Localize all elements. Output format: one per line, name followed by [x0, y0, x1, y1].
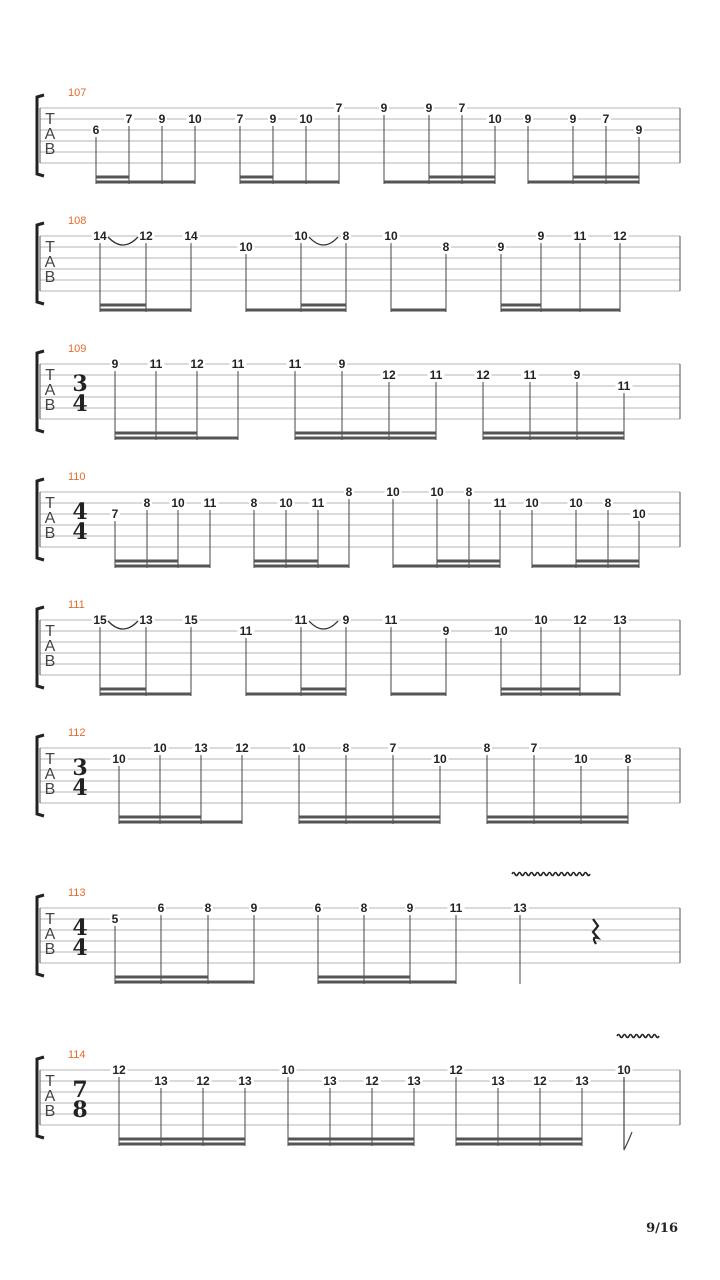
beat-group [110, 357, 247, 440]
beam-primary [501, 693, 620, 696]
beat-group [92, 229, 200, 312]
tab-clef-letter: A [44, 638, 56, 655]
fret-number: 15 [93, 613, 107, 627]
beam-primary [456, 1143, 582, 1146]
fret-number: 8 [250, 496, 258, 510]
beat-group [287, 357, 445, 440]
fret-number: 13 [238, 1074, 252, 1088]
beat-group [383, 613, 452, 696]
fret-number: 10 [112, 752, 126, 766]
fret-number: 11 [449, 901, 463, 915]
beam-secondary [115, 560, 178, 563]
fret-number: 9 [342, 613, 350, 627]
tab-system-108 [37, 215, 680, 312]
slur [309, 621, 338, 629]
beat-group [616, 1063, 633, 1150]
fret-number: 10 [279, 496, 293, 510]
vibrato-mark [512, 873, 590, 876]
beam-secondary [119, 816, 201, 819]
fret-number: 10 [488, 112, 502, 126]
fret-number: 13 [575, 1074, 589, 1088]
beat-group [91, 112, 204, 184]
fret-number: 12 [196, 1074, 210, 1088]
fret-number: 11 [493, 496, 507, 510]
time-signature-numerator: 3 [72, 371, 88, 397]
beat-group [448, 1063, 591, 1146]
beam-secondary [487, 816, 628, 819]
fret-number: 9 [442, 624, 450, 638]
fret-number: 10 [171, 496, 185, 510]
beam-secondary [301, 688, 346, 691]
time-signature-denominator: 4 [72, 935, 88, 961]
fret-number: 10 [494, 624, 508, 638]
fret-number: 14 [184, 229, 198, 243]
tab-system-114 [37, 1035, 680, 1151]
beam-primary [532, 565, 639, 568]
tab-clef-letter: T [45, 1073, 55, 1090]
beam-primary [288, 1143, 414, 1146]
beam-secondary [96, 176, 129, 179]
beat-group [110, 496, 219, 568]
measure-number: 114 [68, 1049, 86, 1061]
fret-number: 7 [602, 112, 610, 126]
slur [108, 237, 138, 245]
fret-number: 10 [569, 496, 583, 510]
measure-number: 107 [68, 87, 87, 99]
fret-number: 8 [342, 741, 350, 755]
beat-group [523, 112, 644, 184]
fret-number: 8 [345, 485, 353, 499]
time-signature-numerator: 4 [72, 499, 88, 525]
fret-number: 12 [139, 229, 153, 243]
fret-number: 12 [573, 613, 587, 627]
beat-group [524, 496, 648, 568]
beat-group [249, 485, 354, 568]
beam-secondary [295, 432, 436, 435]
measure-number: 108 [68, 215, 87, 227]
beam-secondary [437, 560, 500, 563]
tab-clef-letter: T [45, 367, 55, 384]
beam-secondary [115, 432, 197, 435]
fret-number: 9 [158, 112, 166, 126]
fret-number: 12 [235, 741, 249, 755]
beam-secondary [429, 176, 495, 179]
fret-number: 13 [407, 1074, 421, 1088]
fret-number: 7 [125, 112, 133, 126]
fret-number: 9 [635, 123, 643, 137]
fret-number: 9 [250, 901, 258, 915]
beam-primary [100, 693, 191, 696]
fret-number: 7 [236, 112, 244, 126]
beam-primary [96, 181, 195, 184]
fret-number: 11 [203, 496, 217, 510]
tab-system-112 [37, 727, 680, 824]
fret-number: 7 [389, 741, 397, 755]
fret-number: 10 [525, 496, 539, 510]
beam-primary [246, 693, 346, 696]
fret-number: 6 [157, 901, 165, 915]
fret-number: 6 [92, 123, 100, 137]
tab-clef-letter: A [44, 382, 56, 399]
tab-clef-letter: B [44, 941, 56, 958]
fret-number: 13 [513, 901, 527, 915]
fret-number: 15 [184, 613, 198, 627]
tab-system-110 [37, 471, 680, 568]
fret-number: 10 [299, 112, 313, 126]
beam-primary [501, 309, 620, 312]
fret-number: 8 [483, 741, 491, 755]
fret-number: 9 [524, 112, 532, 126]
fret-number: 13 [323, 1074, 337, 1088]
beat-group [291, 741, 449, 824]
fret-number: 11 [239, 624, 253, 638]
tab-clef-letter: B [44, 525, 56, 542]
beat-group [475, 368, 633, 440]
beam-secondary [240, 176, 273, 179]
beam-primary [295, 437, 436, 440]
fret-number: 12 [533, 1074, 547, 1088]
beam-secondary [288, 1138, 414, 1141]
measure-number: 113 [68, 887, 86, 899]
fret-number: 8 [360, 901, 368, 915]
fret-number: 10 [239, 240, 253, 254]
beam-secondary [501, 304, 541, 307]
measure-number: 112 [68, 727, 86, 739]
fret-number: 8 [442, 240, 450, 254]
time-signature-denominator: 4 [72, 391, 88, 417]
tab-clef-letter: B [44, 781, 56, 798]
tab-clef-letter: B [44, 397, 56, 414]
beam-secondary [254, 560, 318, 563]
fret-number: 12 [382, 368, 396, 382]
fret-number: 13 [139, 613, 153, 627]
beam-primary [115, 565, 210, 568]
beat-group [313, 901, 465, 984]
beam-primary [487, 821, 628, 824]
fret-number: 11 [311, 496, 325, 510]
beam-secondary [115, 976, 208, 979]
fret-number: 8 [342, 229, 350, 243]
tab-clef-letter: A [44, 1088, 56, 1105]
fret-number: 12 [449, 1063, 463, 1077]
beat-group [512, 901, 529, 984]
fret-number: 10 [617, 1063, 631, 1077]
fret-number: 12 [190, 357, 204, 371]
fret-number: 10 [294, 229, 308, 243]
beat-group [385, 485, 509, 568]
tab-system-107 [37, 87, 680, 184]
fret-number: 9 [569, 112, 577, 126]
fret-number: 10 [632, 507, 646, 521]
fret-number: 13 [154, 1074, 168, 1088]
beam-primary [318, 981, 456, 984]
time-signature-numerator: 3 [72, 755, 88, 781]
beat-group [92, 613, 200, 696]
tab-clef-letter: T [45, 911, 55, 928]
tab-system-113 [37, 873, 680, 985]
time-signature-numerator: 4 [72, 915, 88, 941]
time-signature-denominator: 4 [72, 775, 88, 801]
beat-group [235, 101, 344, 184]
beam-secondary [318, 976, 410, 979]
fret-number: 5 [111, 912, 119, 926]
tab-clef-letter: A [44, 254, 56, 271]
beam-primary [119, 821, 242, 824]
fret-number: 11 [384, 613, 398, 627]
tab-clef-letter: B [44, 1103, 56, 1120]
fret-number: 7 [458, 101, 466, 115]
fret-number: 9 [573, 368, 581, 382]
beat-group [493, 613, 629, 696]
beam-secondary [100, 304, 146, 307]
tab-clef-letter: B [44, 653, 56, 670]
fret-number: 8 [604, 496, 612, 510]
fret-number: 10 [292, 741, 306, 755]
beat-group [496, 229, 629, 312]
beam-secondary [576, 560, 639, 563]
fret-number: 11 [429, 368, 443, 382]
fret-number: 9 [269, 112, 277, 126]
beam-primary [299, 821, 440, 824]
beam-primary [246, 309, 346, 312]
beam-secondary [100, 688, 146, 691]
beat-group [383, 229, 452, 312]
fret-number: 9 [380, 101, 388, 115]
beam-primary [393, 565, 500, 568]
fret-number: 11 [617, 379, 631, 393]
fret-number: 12 [112, 1063, 126, 1077]
beam-primary [115, 437, 238, 440]
beam-primary [384, 181, 495, 184]
fret-number: 6 [314, 901, 322, 915]
fret-number: 11 [523, 368, 537, 382]
time-signature-denominator: 4 [72, 519, 88, 545]
tab-clef-letter: T [45, 239, 55, 256]
measure-number: 111 [68, 599, 85, 611]
tab-clef-letter: B [44, 269, 56, 286]
beat-group [280, 1063, 423, 1146]
fret-number: 7 [111, 507, 119, 521]
tab-clef-letter: T [45, 495, 55, 512]
beam-primary [119, 1143, 245, 1146]
beam-primary [240, 181, 339, 184]
tab-clef-letter: T [45, 111, 55, 128]
tab-clef-letter: B [44, 141, 56, 158]
fret-number: 12 [476, 368, 490, 382]
fret-number: 9 [111, 357, 119, 371]
beam-primary [483, 437, 624, 440]
fret-number: 14 [93, 229, 107, 243]
beat-group [482, 741, 633, 824]
vibrato-mark [617, 1035, 659, 1038]
fret-number: 7 [335, 101, 343, 115]
time-signature-denominator: 8 [72, 1097, 88, 1123]
tab-system-111 [37, 599, 680, 696]
fret-number: 10 [384, 229, 398, 243]
beam-secondary [119, 1138, 245, 1141]
fret-number: 11 [149, 357, 163, 371]
beam-primary [528, 181, 639, 184]
beat-group [111, 1063, 254, 1146]
page-number: 9/16 [646, 1221, 678, 1236]
fret-number: 10 [574, 752, 588, 766]
beam-secondary [301, 304, 346, 307]
beam-secondary [299, 816, 440, 819]
beam-secondary [483, 432, 624, 435]
fret-number: 10 [153, 741, 167, 755]
measure-number: 109 [68, 343, 87, 355]
fret-number: 9 [537, 229, 545, 243]
measure-number: 110 [68, 471, 86, 483]
beam-secondary [573, 176, 639, 179]
fret-number: 8 [624, 752, 632, 766]
slur [309, 237, 338, 245]
tab-system-109 [37, 343, 680, 440]
tab-clef-letter: A [44, 510, 56, 527]
beat-group [110, 901, 259, 984]
fret-number: 9 [338, 357, 346, 371]
time-signature-numerator: 7 [72, 1077, 88, 1103]
fret-number: 8 [465, 485, 473, 499]
fret-number: 9 [425, 101, 433, 115]
fret-number: 12 [613, 229, 627, 243]
fret-number: 10 [430, 485, 444, 499]
beat-group [111, 741, 251, 824]
tab-clef-letter: A [44, 926, 56, 943]
fret-number: 10 [534, 613, 548, 627]
fret-number: 11 [288, 357, 302, 371]
fret-number: 12 [365, 1074, 379, 1088]
fret-number: 11 [231, 357, 245, 371]
quarter-rest [593, 919, 598, 944]
beam-primary [115, 981, 254, 984]
fret-number: 7 [530, 741, 538, 755]
fret-number: 8 [143, 496, 151, 510]
tab-clef-letter: T [45, 751, 55, 768]
fret-number: 13 [613, 613, 627, 627]
fret-number: 9 [497, 240, 505, 254]
fret-number: 10 [386, 485, 400, 499]
fret-number: 10 [188, 112, 202, 126]
fret-number: 13 [194, 741, 208, 755]
fret-number: 10 [281, 1063, 295, 1077]
tab-clef-letter: T [45, 623, 55, 640]
beam-primary [391, 309, 446, 312]
fret-number: 9 [406, 901, 414, 915]
beam-secondary [501, 688, 580, 691]
beam-primary [100, 309, 191, 312]
beat-group [379, 101, 504, 184]
fret-number: 11 [294, 613, 308, 627]
fret-number: 8 [204, 901, 212, 915]
fret-number: 13 [491, 1074, 505, 1088]
slur [108, 621, 138, 629]
beam-secondary [456, 1138, 582, 1141]
beam-primary [254, 565, 349, 568]
tab-clef-letter: A [44, 126, 56, 143]
fret-number: 10 [433, 752, 447, 766]
tab-clef-letter: A [44, 766, 56, 783]
fret-number: 11 [573, 229, 587, 243]
beam-primary [391, 693, 446, 696]
